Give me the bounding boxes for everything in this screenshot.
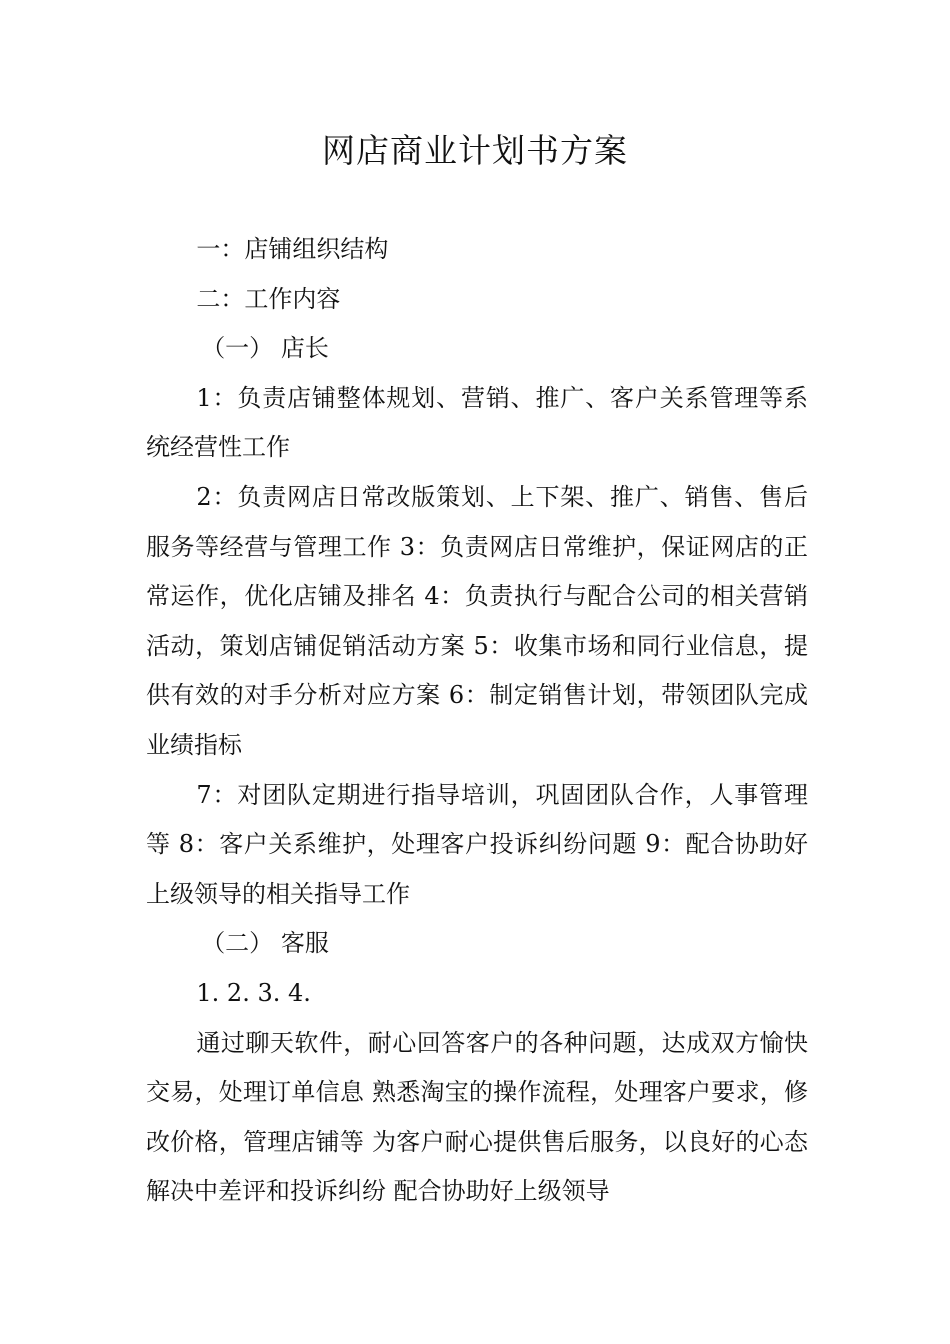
paragraph: 7：对团队定期进行指导培训，巩固团队合作，人事管理等 8：客户关系维护，处理客户投诉纠纷问题 9：配合协助好上级领导的相关指导工作 [146,780,808,908]
paragraph: 通过聊天软件，耐心回答客户的各种问题，达成双方愉快交易，处理订单信息 熟悉淘宝的操作流程，处理客户要求，修改价格，管理店铺等 为客户耐心提供售后服务，以良好的心态解决中差评和投诉纠纷 配合协助好上级领导 [146,1028,808,1206]
paragraph: 1：负责店铺整体规划、营销、推广、客户关系管理等系统经营性工作 [146,383,808,462]
numbered-list-markers: 1. 2. 3. 4. [196,978,311,1007]
subsection-heading-customer-service: （二） 客服 [201,929,329,958]
section-heading-structure: 一：店铺组织结构 [196,235,389,263]
subsection-heading-manager: （一） 店长 [201,334,329,363]
document-body [146,225,808,1217]
section-heading-work-content: 二：工作内容 [196,284,341,313]
document-title: 网店商业计划书方案 [322,131,628,170]
paragraph: 2：负责网店日常改版策划、上下架、推广、销售、售后服务等经营与管理工作 3：负责网店日常维护，保证网店的正常运作，优化店铺及排名 4：负责执行与配合公司的相关营销活动，策划店铺促销活动方案 5：收集市场和同行业信息，提供有效的对手分析对应方案 6：制定销售计划，带领团队完成业绩指标 [146,482,808,759]
